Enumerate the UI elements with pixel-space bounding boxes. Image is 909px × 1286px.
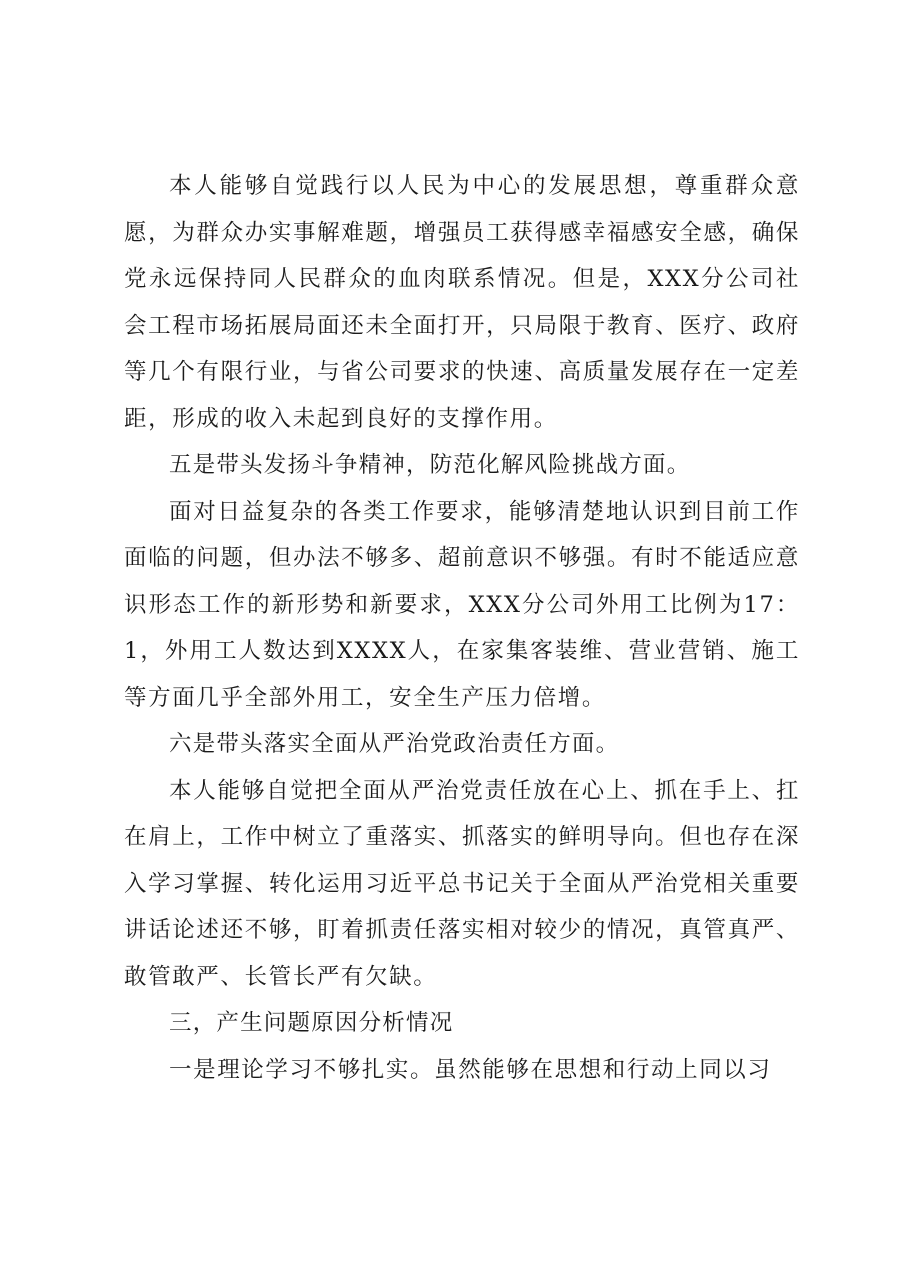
paragraph-work-challenges: 面对日益复杂的各类工作要求，能够清楚地认识到目前工作面临的问题，但办法不够多、超前意识不够强。有时不能适应意识形态工作的新形势和新要求，XXX分公司外用工比例为17：1，外用工人数达到XXXX人，在家集客装维、营业营销、施工等方面几乎全部外用工，安全生产压力倍增。 xyxy=(124,498,800,711)
paragraph-theory-study: 一是理论学习不够扎实。虽然能够在思想和行动上同以习 xyxy=(169,1056,772,1083)
paragraph-party-responsibility: 本人能够自觉把全面从严治党责任放在心上、抓在手上、扛在肩上，工作中树立了重落实、抓落实的鲜明导向。但也存在深入学习掌握、转化运用习近平总书记关于全面从严治党相关重要讲话论述还不够，盯着抓责任落实相对较少的情况，真管真严、敢管敢严、长管长严有欠缺。 xyxy=(124,777,800,990)
section-heading-party-governance: 六是带头落实全面从严治党政治责任方面。 xyxy=(169,731,620,757)
section-heading-cause-analysis: 三，产生问题原因分析情况 xyxy=(169,1010,454,1036)
section-heading-fighting-spirit: 五是带头发扬斗争精神，防范化解风险挑战方面。 xyxy=(169,452,691,478)
paragraph-people-centered: 本人能够自觉践行以人民为中心的发展思想，尊重群众意愿，为群众办实事解难题，增强员工获得感幸福感安全感，确保党永远保持同人民群众的血肉联系情况。但是，XXX分公司社会工程市场拓展局面还未全面打开，只局限于教育、医疗、政府等几个有限行业，与省公司要求的快速、高质量发展存在一定差距，形成的收入未起到良好的支撑作用。 xyxy=(124,173,800,432)
document-body xyxy=(124,163,800,1093)
